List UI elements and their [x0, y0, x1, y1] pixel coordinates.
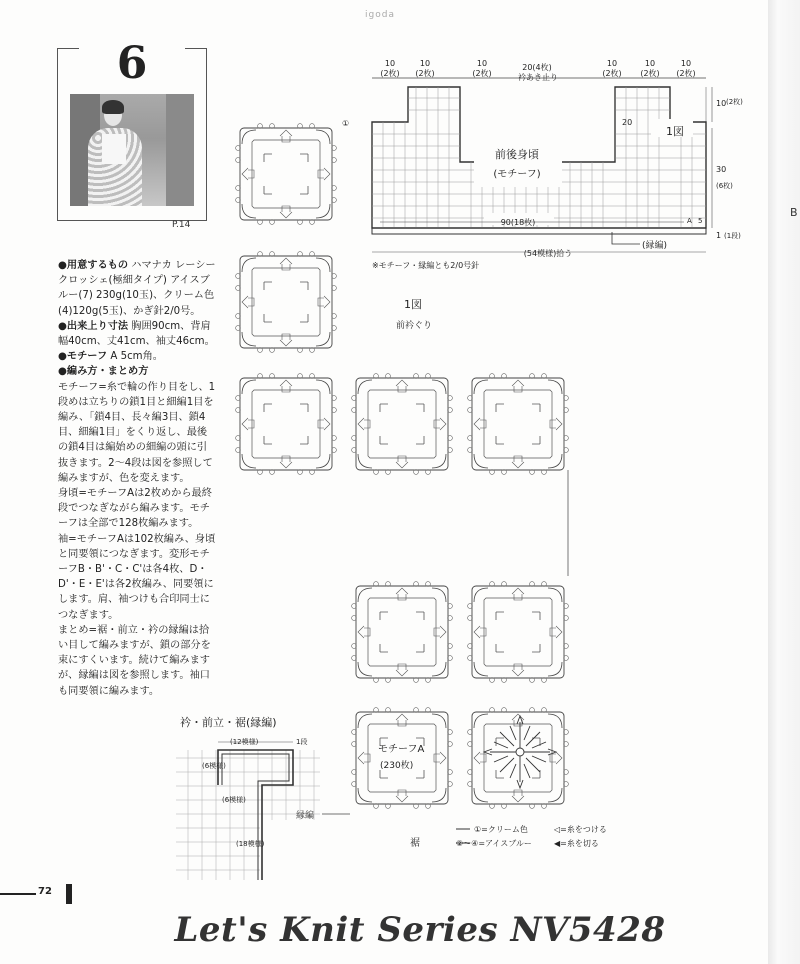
dim-7: 10 — [680, 59, 692, 68]
series-title: Let's Knit Series NV5428 — [174, 910, 666, 950]
gutter-letter: B — [790, 206, 798, 219]
book-gutter — [768, 0, 800, 964]
inner-20-label: 20 — [622, 118, 633, 127]
dim-5: 10 — [606, 59, 618, 68]
edging-eighteen: (18模様) — [236, 840, 265, 848]
border-edge-label: 縁編 — [296, 811, 315, 821]
method-body: 身頃=モチーフAは2枚めから最終段でつなぎながら編みます。モチーフは全部で128枚編みます。 — [58, 488, 212, 530]
dim-2: 10 — [419, 59, 431, 68]
right-30-sub: (6枚) — [716, 182, 733, 190]
legend-iceblue: ②〜④=アイスブルー — [456, 839, 532, 848]
needle-note: ※モチーフ・縁編とも2/0号針 — [372, 261, 480, 270]
method-finishing: まとめ=裾・前立・衿の縁編は拾い目して編みますが、鎖の部分を束にすくいます。続けて編みますが、縁編は図を参照します。袖口も同要領に編みます。 — [58, 624, 211, 697]
edging-grid — [176, 750, 320, 880]
motif-body: A 5cm角。 — [110, 351, 163, 363]
dim-1-sub: (2枚) — [380, 69, 400, 78]
model-number: 6 — [116, 38, 148, 89]
dim-6-sub: (2枚) — [640, 69, 660, 78]
motif-a-label: モチーフA — [378, 744, 425, 755]
legend-attach: ◁=糸をつける — [554, 825, 607, 834]
fig-1-label: 1図 — [666, 125, 684, 138]
edging-six-left: (6模様) — [202, 762, 226, 770]
legend-cream: ①=クリーム色 — [474, 825, 528, 834]
right-30: 30 — [716, 165, 727, 174]
motif-a-count: (230枚) — [380, 761, 414, 771]
dim-7-sub: (2枚) — [676, 69, 696, 78]
dim-3: 10 — [476, 59, 488, 68]
dim-3-sub: (2枚) — [472, 69, 492, 78]
edging-width: (12模様) — [230, 738, 259, 746]
body-title: 前後身頃 — [495, 148, 539, 161]
bottom-width-label: (54模様)拾う — [523, 249, 573, 258]
hem-label: 裾 — [410, 838, 420, 849]
right-1-sub: (1段) — [724, 232, 741, 240]
legend-cut: ◀=糸を切る — [554, 839, 599, 848]
edging-six-mid: (6模様) — [222, 796, 246, 804]
edging-one-row: 1段 — [296, 738, 308, 746]
method-sleeve: 袖=モチーフAは102枚編み、身頃と同要領につなぎます。変形モチーフB・B'・C・C'は各4枚、D・D'・E・E'は各2枚編み、同要領にします。肩、袖つけも合印同士につなぎます。 — [58, 533, 216, 621]
page-reference: P.14 — [172, 220, 191, 230]
dim-6: 10 — [644, 59, 656, 68]
dim-2-sub: (2枚) — [415, 69, 435, 78]
edging-outline — [218, 750, 293, 880]
materials-body: ハマナカ レーシークロッシェ(極細タイプ) アイスブルー(7) 230g(10玉)、クリーム色(4)120g(5玉)、かぎ針2/0号。 — [58, 260, 216, 317]
dim-5-sub: (2枚) — [602, 69, 622, 78]
motif-title: ●モチーフ — [58, 351, 108, 363]
method-title: ●編み方・まとめ方 — [58, 366, 149, 378]
a-label: A — [687, 217, 692, 225]
materials-title: ●用意するもの — [58, 260, 129, 271]
edging-title: 衿・前立・裾(縁編) — [180, 716, 277, 729]
size-body: 胸囲90cm、背肩幅40cm、丈41cm、袖丈46cm。 — [58, 320, 215, 348]
five-label: 5 — [698, 217, 703, 225]
border-label: (縁編) — [642, 241, 668, 251]
front-neck-label: 前衿ぐり — [396, 321, 433, 331]
page-folio — [0, 884, 72, 904]
body-subtitle: (モチーフ) — [493, 169, 541, 180]
size-title: ●出来上り寸法 — [58, 320, 129, 332]
fig-1-title: 1図 — [404, 298, 422, 311]
header-watermark: igoda — [365, 10, 395, 20]
round-marker: ① — [342, 119, 350, 128]
width-90-label: 90(18枚) — [500, 218, 536, 227]
right-10-sub: (2枚) — [726, 98, 743, 106]
dim-4: 20(4枚) — [522, 63, 552, 72]
dim-4-sub: 衿あき止り — [518, 73, 558, 82]
method-motif: モチーフ=糸で輪の作り目をし、1段めは立ちりの鎖1目と細編1目を編み、「鎖4目、長々編3目、鎖4目、細編1目」をくり返し、最後の鎖4目は編始めの細編の頭に引抜きます。2〜4段は図を参照して編みますが、色を変えます。 — [58, 381, 216, 484]
dim-1: 10 — [384, 59, 396, 68]
right-1: 1 — [716, 231, 722, 240]
right-10: 10 — [716, 99, 727, 108]
page-number: 72 — [38, 886, 52, 897]
